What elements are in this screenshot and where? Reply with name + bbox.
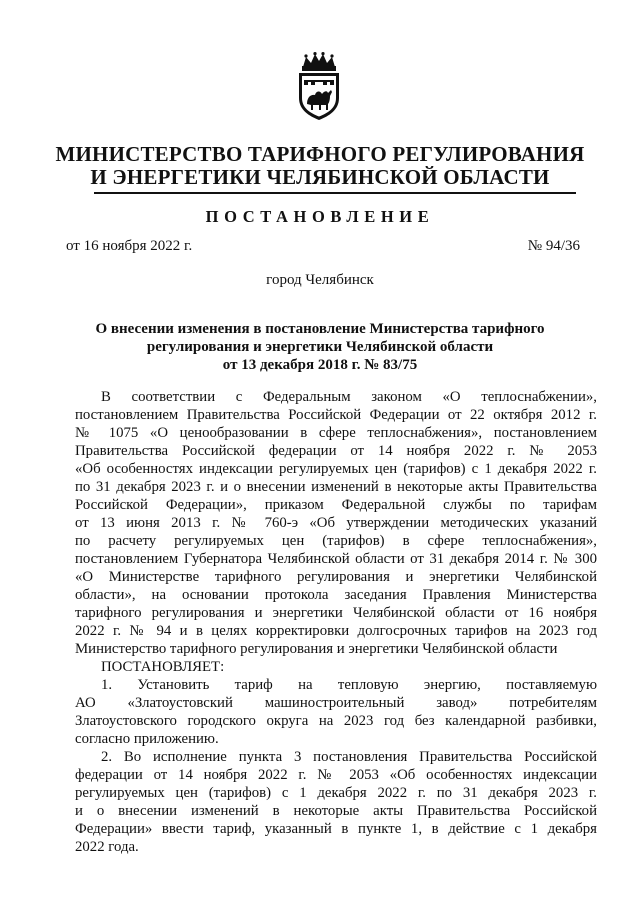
body-line: регулируемых цен (тарифов) с 1 декабря 2022 г. по 31 декабря 2023 г. xyxy=(75,785,597,801)
ministry-name-line2: И ЭНЕРГЕТИКИ ЧЕЛЯБИНСКОЙ ОБЛАСТИ xyxy=(90,165,550,189)
body-line: № 1075 «О ценообразовании в сфере теплоснабжения», постановлением xyxy=(75,425,597,441)
body-line: по 31 декабря 2023 г. и о внесении изменений в некоторые акты Правительства xyxy=(75,479,597,495)
body-line: «Об особенностях индексации регулируемых цен (тарифов) с 1 декабря 2022 г. xyxy=(75,461,597,477)
document-title-line1: О внесении изменения в постановление Министерства тарифного xyxy=(95,321,545,337)
body-line: 2. Во исполнение пункта 3 постановления Правительства Российской xyxy=(101,749,597,765)
document-number: № 94/36 xyxy=(527,238,580,254)
body-line: Златоустовского городского округа на 2023 год без календарной разбивки, xyxy=(75,713,597,729)
body-line: В соответствии с Федеральным законом «О теплоснабжении», xyxy=(101,389,597,405)
body-line: «О Министерстве тарифного регулирования и энергетики Челябинской xyxy=(75,569,597,585)
body-line: тарифного регулирования и энергетики Челябинской области от 16 ноября xyxy=(75,605,597,621)
body-line: 1. Установить тариф на тепловую энергию, поставляемую xyxy=(101,677,597,693)
coat-of-arms-emblem xyxy=(294,52,344,122)
body-line: Федерации» ввести тариф, указанный в пункте 1, в действие с 1 декабря xyxy=(75,821,597,837)
body-line: и о внесении изменений в некоторые акты Правительства Российской xyxy=(75,803,597,819)
document-city: город Челябинск xyxy=(266,272,374,288)
body-line: Правительства Российской федерации от 14 ноября 2022 г. № 2053 xyxy=(75,443,597,459)
header-divider xyxy=(94,192,576,194)
body-line: 2022 года. xyxy=(75,839,139,855)
document-type: ПОСТАНОВЛЕНИЕ xyxy=(205,207,435,226)
body-line: от 13 июня 2013 г. № 760-э «Об утверждении методических указаний xyxy=(75,515,597,531)
body-line: постановлением Правительства Российской Федерации от 22 октября 2012 г. xyxy=(75,407,597,423)
body-line: постановлением Губернатора Челябинской области от 31 декабря 2014 г. № 300 xyxy=(75,551,597,567)
body-line: Российской Федерации», приказом Федеральной службы по тарифам xyxy=(75,497,597,513)
body-line-postanovlyaet: ПОСТАНОВЛЯЕТ: xyxy=(101,659,225,675)
body-line: по расчету регулируемых цен (тарифов) в сфере теплоснабжения», xyxy=(75,533,597,549)
body-line: области», на основании протокола заседания Правления Министерства xyxy=(75,587,597,603)
document-title-line3: от 13 декабря 2018 г. № 83/75 xyxy=(222,357,418,373)
document-date: от 16 ноября 2022 г. xyxy=(66,238,193,254)
document-title-line2: регулирования и энергетики Челябинской области xyxy=(146,339,494,355)
ministry-name-line1: МИНИСТЕРСТВО ТАРИФНОГО РЕГУЛИРОВАНИЯ xyxy=(55,142,585,166)
body-line: 2022 г. № 94 и в целях корректировки долгосрочных тарифов на 2023 год xyxy=(75,623,597,639)
body-line: АО «Златоустовский машиностроительный завод» потребителям xyxy=(75,695,597,711)
body-line: Министерство тарифного регулирования и энергетики Челябинской области xyxy=(75,641,558,657)
body-line: федерации от 14 ноября 2022 г. № 2053 «Об особенностях индексации xyxy=(75,767,597,783)
body-line: согласно приложению. xyxy=(75,731,219,747)
